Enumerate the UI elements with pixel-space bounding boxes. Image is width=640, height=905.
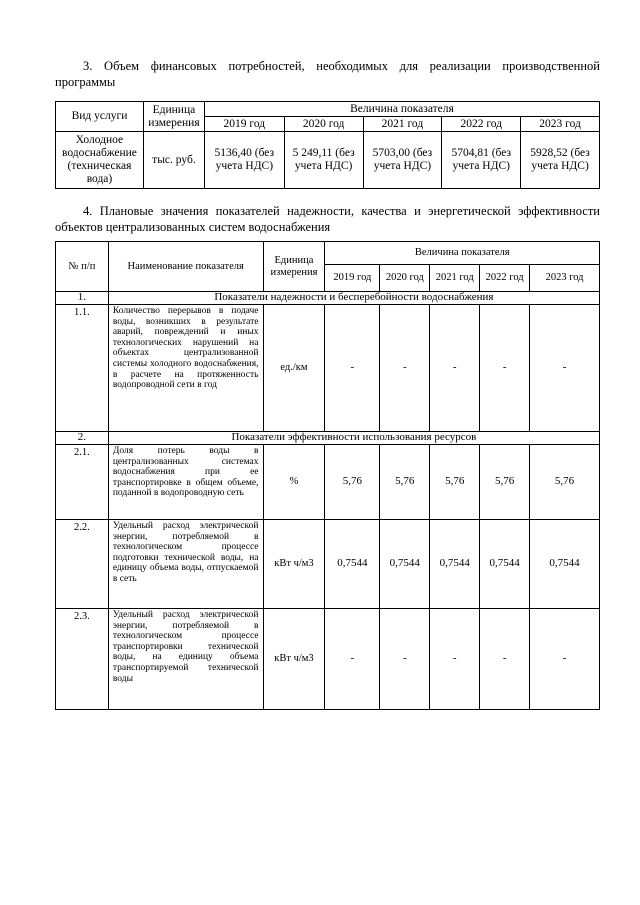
row-value: - <box>430 609 480 710</box>
header-value: Величина показателя <box>325 242 600 265</box>
row-value: - <box>380 305 430 432</box>
row-value: - <box>430 305 480 432</box>
row-value: - <box>325 609 380 710</box>
section-title: Показатели эффективности использования ресурсов <box>108 432 599 445</box>
section-title: Показатели надежности и бесперебойности водоснабжения <box>108 292 599 305</box>
section-row <box>56 432 600 445</box>
row-name: Количество перерывов в подаче воды, возникших в результате аварий, повреждений и иных технологических нарушений на объектах централизованной системы холодного водоснабжения, в расчете на протяженность водопроводной сети в год <box>108 305 263 432</box>
table-row <box>56 609 600 710</box>
cell-value: 5704,81 (без учета НДС) <box>442 132 521 189</box>
indicators-table <box>55 241 600 710</box>
row-unit: ед./км <box>263 305 325 432</box>
row-value: 0,7544 <box>430 520 480 609</box>
row-value: - <box>530 609 600 710</box>
row-num: 2.1. <box>56 445 109 520</box>
header-value: Величина показателя <box>204 102 599 117</box>
section-num: 2. <box>56 432 109 445</box>
section-row <box>56 292 600 305</box>
cell-value: 5 249,11 (без учета НДС) <box>284 132 363 189</box>
header-year: 2021 год <box>430 265 480 292</box>
section3-heading: 3. Объем финансовых потребностей, необходимых для реализации производственной программы <box>55 59 600 89</box>
header-year: 2019 год <box>204 117 284 132</box>
row-num: 2.3. <box>56 609 109 710</box>
row-num: 1.1. <box>56 305 109 432</box>
row-unit: кВт ч/м3 <box>263 609 325 710</box>
row-value: 5,76 <box>480 445 530 520</box>
table-row <box>56 520 600 609</box>
header-service: Вид услуги <box>56 102 144 132</box>
row-num: 2.2. <box>56 520 109 609</box>
cell-unit: тыс. руб. <box>143 132 204 189</box>
section4-heading: 4. Плановые значения показателей надежности, качества и энергетической эффективности объектов централизованных систем водоснабжения <box>55 204 600 234</box>
row-value: 5,76 <box>430 445 480 520</box>
header-year: 2020 год <box>380 265 430 292</box>
row-name: Удельный расход электрической энергии, потребляемой в технологическом процессе подготовки технической воды, на единицу объема воды, отпускаемой в сеть <box>108 520 263 609</box>
header-year: 2022 год <box>480 265 530 292</box>
cell-value: 5136,40 (без учета НДС) <box>204 132 284 189</box>
header-year: 2019 год <box>325 265 380 292</box>
table-row <box>56 305 600 432</box>
row-value: - <box>325 305 380 432</box>
row-value: 0,7544 <box>325 520 380 609</box>
section-num: 1. <box>56 292 109 305</box>
header-year: 2023 год <box>530 265 600 292</box>
row-unit: кВт ч/м3 <box>263 520 325 609</box>
row-value: - <box>480 305 530 432</box>
financial-needs-table <box>55 101 600 189</box>
header-unit: Единица измерения <box>143 102 204 132</box>
cell-value: 5703,00 (без учета НДС) <box>363 132 442 189</box>
row-value: 0,7544 <box>530 520 600 609</box>
header-year: 2020 год <box>284 117 363 132</box>
header-year: 2021 год <box>363 117 442 132</box>
row-name: Удельный расход электрической энергии, потребляемой в технологическом процессе транспортировки технической воды, на единицу объема транспортируемой технической воды <box>108 609 263 710</box>
header-unit: Единица измерения <box>263 242 325 292</box>
header-name: Наименование показателя <box>108 242 263 292</box>
row-value: - <box>380 609 430 710</box>
row-unit: % <box>263 445 325 520</box>
row-value: 5,76 <box>380 445 430 520</box>
cell-service: Холодное водоснабжение (техническая вода) <box>56 132 144 189</box>
row-value: - <box>530 305 600 432</box>
row-value: 0,7544 <box>480 520 530 609</box>
row-value: 5,76 <box>325 445 380 520</box>
row-name: Доля потерь воды в централизованных системах водоснабжения при ее транспортировке в общем объеме, поданной в водопроводную сеть <box>108 445 263 520</box>
row-value: 0,7544 <box>380 520 430 609</box>
header-year: 2022 год <box>442 117 521 132</box>
header-num: № п/п <box>56 242 109 292</box>
row-value: 5,76 <box>530 445 600 520</box>
row-value: - <box>480 609 530 710</box>
cell-value: 5928,52 (без учета НДС) <box>521 132 600 189</box>
table-row <box>56 132 600 189</box>
header-year: 2023 год <box>521 117 600 132</box>
table-row <box>56 445 600 520</box>
